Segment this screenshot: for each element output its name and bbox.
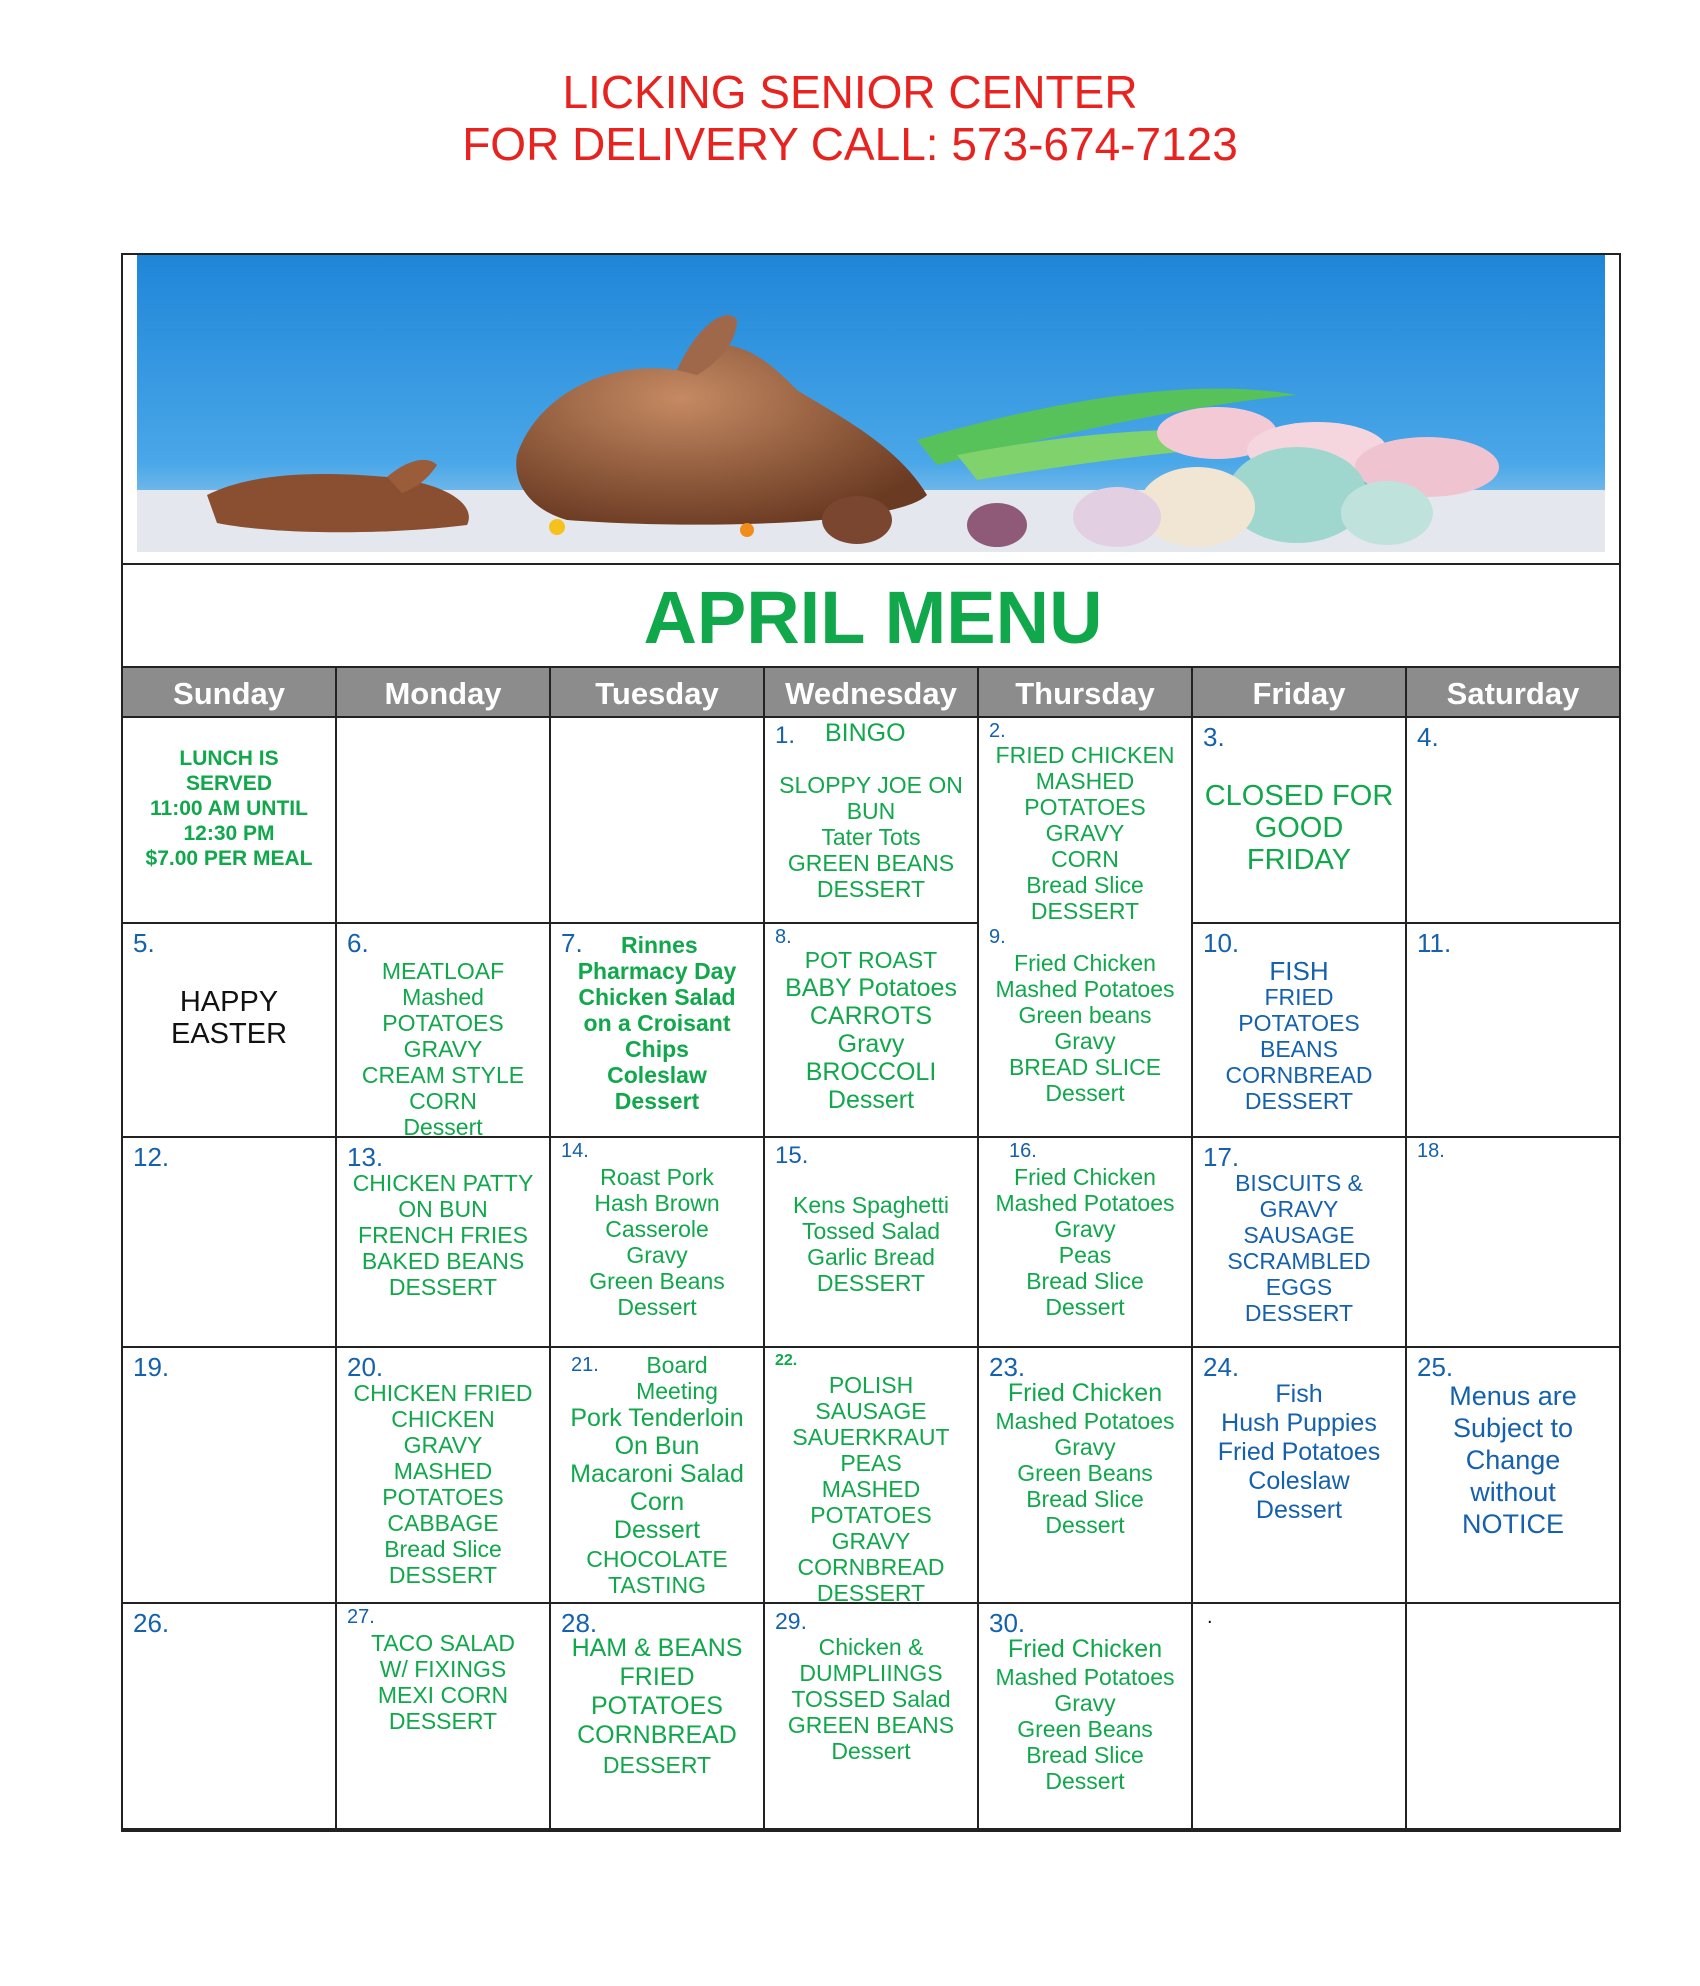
cell-line: FRIED CHICKEN xyxy=(995,742,1175,768)
cell-line: CABBAGE xyxy=(387,1510,499,1536)
cell-line: POTATOES xyxy=(1238,1010,1360,1036)
cell-line: Dessert xyxy=(1045,1294,1125,1320)
easter-banner-image xyxy=(137,255,1605,552)
cell-line: FRIDAY xyxy=(1246,844,1352,876)
cell-april-6 xyxy=(335,924,549,1138)
cell-line: Bread Slice xyxy=(384,1536,502,1562)
cell-april-19 xyxy=(121,1348,335,1604)
cell-line: Pharmacy Day xyxy=(577,958,737,984)
date-number: 2. xyxy=(989,720,1006,742)
cell-line: Chicken Salad xyxy=(578,984,736,1010)
date-number: 28. xyxy=(561,1608,598,1638)
date-number: 15. xyxy=(775,1142,809,1169)
cell-line: DESSERT xyxy=(602,1752,712,1778)
cell-line: Bread Slice xyxy=(1026,872,1144,898)
cell-line: Mashed Potatoes xyxy=(995,1664,1175,1690)
date-number: 12. xyxy=(133,1142,170,1172)
cell-line: DESSERT xyxy=(816,1270,926,1296)
cell-april-14 xyxy=(549,1138,763,1348)
cell-line: GRAVY xyxy=(1259,1196,1339,1222)
cell-april-3 xyxy=(1191,718,1405,924)
cell-line: Gravy xyxy=(1054,1434,1116,1460)
cell-line: GRAVY xyxy=(1045,820,1125,846)
cell-line: POTATOES xyxy=(1024,794,1146,820)
cell-line: 12:30 PM xyxy=(183,822,275,845)
cell-line: GRAVY xyxy=(403,1432,483,1458)
cell-april-13 xyxy=(335,1138,549,1348)
cell-line: Fried Chicken xyxy=(1014,1164,1156,1190)
date-number: 24. xyxy=(1203,1352,1240,1382)
cell-line: DESSERT xyxy=(1244,1300,1354,1326)
cell-line: GRAVY xyxy=(831,1528,911,1554)
cell-line: $7.00 PER MEAL xyxy=(145,847,313,870)
cell-april-28 xyxy=(549,1604,763,1832)
cell-april-7 xyxy=(549,924,763,1138)
cell-line: BAKED BEANS xyxy=(361,1248,525,1274)
cell-line: DESSERT xyxy=(816,876,926,902)
cell-line: Tossed Salad xyxy=(801,1218,941,1244)
date-number: 26. xyxy=(133,1608,170,1638)
cell-april-4 xyxy=(1405,718,1621,924)
cell-line: Chips xyxy=(625,1036,689,1062)
cell-line: Mashed Potatoes xyxy=(995,1190,1175,1216)
date-number: 17. xyxy=(1203,1142,1240,1172)
cell-line: POLISH xyxy=(828,1372,914,1398)
cell-line: Green Beans xyxy=(1017,1460,1153,1486)
cell-line: Coleslaw xyxy=(1248,1467,1350,1495)
cell-april-26 xyxy=(121,1604,335,1832)
cell-line: TACO SALAD xyxy=(371,1630,515,1656)
cell-line: GREEN BEANS xyxy=(787,850,955,876)
cell-line: CHOCOLATE xyxy=(586,1546,728,1572)
event-title: BINGO xyxy=(825,719,906,747)
cell-line: Board xyxy=(646,1352,708,1378)
cell-line: Mashed xyxy=(402,984,484,1010)
date-number: 7. xyxy=(561,928,583,958)
date-number: 3. xyxy=(1203,722,1225,752)
delivery-phone: FOR DELIVERY CALL: 573-674-7123 xyxy=(462,118,1238,170)
menu-title: APRIL MENU xyxy=(643,576,1103,659)
date-number: 9. xyxy=(989,926,1006,948)
cell-line: Roast Pork xyxy=(600,1164,714,1190)
date-number: 16. xyxy=(1009,1140,1037,1162)
cell-line: Hash Brown xyxy=(594,1190,720,1216)
cell-line: SCRAMBLED xyxy=(1227,1248,1371,1274)
cell-line: Bread Slice xyxy=(1026,1268,1144,1294)
cell-line: Subject to xyxy=(1452,1413,1574,1443)
cell-line: Fried Potatoes xyxy=(1217,1438,1381,1466)
cell-line: SAUSAGE xyxy=(815,1398,927,1424)
cell-line: BROCCOLI xyxy=(805,1058,937,1086)
cell-line: HAPPY xyxy=(179,986,279,1018)
cell-line: DESSERT xyxy=(1030,898,1140,924)
cell-line: Gravy xyxy=(626,1242,688,1268)
cell-line: Green Beans xyxy=(1017,1716,1153,1742)
day-thursday: Thursday xyxy=(977,666,1191,718)
cell-line: Green beans xyxy=(1018,1002,1152,1028)
cell-april-30 xyxy=(977,1604,1191,1832)
cell-line: POTATOES xyxy=(382,1010,504,1036)
cell-line: CLOSED FOR xyxy=(1204,780,1394,812)
calendar-frame xyxy=(121,253,1621,1830)
cell-line: DESSERT xyxy=(388,1274,498,1300)
date-number: 20. xyxy=(347,1352,384,1382)
cell-line: Bread Slice xyxy=(1026,1486,1144,1512)
cell-line: FRENCH FRIES xyxy=(358,1222,528,1248)
date-number: 18. xyxy=(1417,1140,1445,1162)
day-sunday: Sunday xyxy=(121,666,335,718)
cell-april-9 xyxy=(977,924,1191,1138)
cell-line: Green Beans xyxy=(589,1268,725,1294)
cell-line: DESSERT xyxy=(388,1708,498,1734)
cell-line: Garlic Bread xyxy=(807,1244,935,1270)
date-number: 5. xyxy=(133,928,155,958)
date-number: 1. xyxy=(775,722,796,749)
cell-april-29 xyxy=(763,1604,977,1832)
banner-divider xyxy=(123,563,1619,565)
cell-line: MASHED xyxy=(393,1458,493,1484)
cell-line: CARROTS xyxy=(809,1002,933,1030)
cell-line: DUMPLIINGS xyxy=(799,1660,943,1686)
cell-line: Fried Chicken xyxy=(1014,950,1156,976)
cell-line: BISCUITS & xyxy=(1235,1170,1363,1196)
cell-line: CORNBREAD xyxy=(1225,1062,1373,1088)
day-wednesday: Wednesday xyxy=(763,666,977,718)
cell-line: Mashed Potatoes xyxy=(995,976,1175,1002)
cell-line: EGGS xyxy=(1265,1274,1333,1300)
cell-line: POT ROAST xyxy=(804,947,938,973)
cell-line: LUNCH IS xyxy=(179,747,279,770)
date-number: 25. xyxy=(1417,1352,1454,1382)
cell-line: SAUERKRAUT xyxy=(792,1424,950,1450)
cell-line: POTATOES xyxy=(810,1502,932,1528)
cell-line: Fish xyxy=(1275,1380,1323,1408)
cell-line: Chicken & xyxy=(818,1634,924,1660)
cell-empty xyxy=(1405,1604,1621,1832)
cell-line: Coleslaw xyxy=(607,1062,707,1088)
date-number: 23. xyxy=(989,1352,1026,1382)
date-number: 14. xyxy=(561,1140,589,1162)
date-number: 19. xyxy=(133,1352,170,1382)
date-number: 11. xyxy=(1417,928,1452,958)
cell-line: Dessert xyxy=(1045,1512,1125,1538)
cell-line: MASHED xyxy=(1035,768,1135,794)
cell-line: Corn xyxy=(629,1488,685,1516)
cell-line: TOSSED Salad xyxy=(791,1686,951,1712)
day-monday: Monday xyxy=(335,666,549,718)
cell-april-17 xyxy=(1191,1138,1405,1348)
cell-line: DESSERT xyxy=(816,1580,926,1606)
date-number: 6. xyxy=(347,928,369,958)
cell-line: CORN xyxy=(1051,846,1119,872)
cell-line: Dessert xyxy=(831,1738,911,1764)
cell-line: DESSERT xyxy=(1244,1088,1354,1114)
cell-line: Dessert xyxy=(614,1088,700,1114)
cell-line: FRIED xyxy=(619,1663,695,1691)
center-name: LICKING SENIOR CENTER xyxy=(562,66,1138,118)
cell-line: Gravy xyxy=(837,1030,905,1058)
cell-line: SAUSAGE xyxy=(1243,1222,1355,1248)
cell-line: MASHED xyxy=(821,1476,921,1502)
cell-april-16 xyxy=(977,1138,1191,1348)
cell-line: Casserole xyxy=(605,1216,709,1242)
date-number: 21. xyxy=(571,1354,599,1376)
cell-line: ON BUN xyxy=(398,1196,488,1222)
date-number: 29. xyxy=(775,1608,807,1634)
weekday-header-row xyxy=(121,666,1621,718)
calendar-grid xyxy=(121,666,1621,1832)
cell-line: Gravy xyxy=(1054,1216,1116,1242)
cell-line: MEATLOAF xyxy=(381,958,505,984)
cell-line: Tater Tots xyxy=(821,824,921,850)
cell-line: CHICKEN PATTY xyxy=(352,1170,534,1196)
cell-empty xyxy=(1191,1604,1405,1832)
cell-line: SLOPPY JOE ON xyxy=(779,772,963,798)
day-saturday: Saturday xyxy=(1405,666,1621,718)
cell-line: Dessert xyxy=(827,1086,915,1114)
cell-line: Gravy xyxy=(1054,1028,1116,1054)
date-number: 27. xyxy=(347,1606,375,1628)
day-tuesday: Tuesday xyxy=(549,666,763,718)
cell-line: BABY Potatoes xyxy=(785,974,957,1002)
cell-line: CHICKEN xyxy=(391,1406,495,1432)
cell-april-11 xyxy=(1405,924,1621,1138)
cell-line: Dessert xyxy=(1255,1496,1343,1524)
event-title: Rinnes xyxy=(621,932,698,958)
cell-april-12 xyxy=(121,1138,335,1348)
cell-line: CREAM STYLE xyxy=(361,1062,525,1088)
date-number: . xyxy=(1207,1606,1213,1628)
cell-line: Dessert xyxy=(1045,1080,1125,1106)
cell-line: CORNBREAD xyxy=(577,1721,737,1749)
cell-line: Gravy xyxy=(1054,1690,1116,1716)
cell-line: Menus are xyxy=(1449,1381,1577,1411)
cell-april-5 xyxy=(121,924,335,1138)
cell-line: Macaroni Salad xyxy=(570,1460,744,1488)
cell-april-15 xyxy=(763,1138,977,1348)
cell-line: Mashed Potatoes xyxy=(995,1408,1175,1434)
cell-april-20 xyxy=(335,1348,549,1604)
cell-line: GRAVY xyxy=(403,1036,483,1062)
cell-line: GREEN BEANS xyxy=(787,1712,955,1738)
cell-line: Dessert xyxy=(403,1114,483,1140)
cell-line: GOOD xyxy=(1254,812,1344,844)
cell-april-24 xyxy=(1191,1348,1405,1604)
cell-april-1 xyxy=(763,718,977,924)
cell-line: NOTICE xyxy=(1461,1509,1564,1539)
date-number: 8. xyxy=(775,926,792,948)
cell-line: without xyxy=(1470,1477,1556,1507)
cell-line: BUN xyxy=(846,798,896,824)
cell-line: POTATOES xyxy=(591,1692,723,1720)
cell-line: Hush Puppies xyxy=(1221,1409,1377,1437)
cell-line: HAM & BEANS xyxy=(571,1634,743,1662)
cell-april-27 xyxy=(335,1604,549,1832)
cell-line: CHICKEN FRIED xyxy=(353,1380,533,1406)
date-number: 10. xyxy=(1203,928,1240,958)
cell-line: Dessert xyxy=(613,1516,701,1544)
cell-line: EASTER xyxy=(170,1018,288,1050)
cell-line: Pork Tenderloin xyxy=(570,1404,744,1432)
cell-line: TASTING xyxy=(608,1572,706,1598)
cell-april-25 xyxy=(1405,1348,1621,1604)
cell-line: SERVED xyxy=(186,772,272,795)
cell-line: W/ FIXINGS xyxy=(379,1656,507,1682)
cell-line: On Bun xyxy=(614,1432,700,1460)
cell-line: Peas xyxy=(1058,1242,1112,1268)
cell-line: BREAD SLICE xyxy=(1008,1054,1162,1080)
cell-line: CORNBREAD xyxy=(797,1554,945,1580)
cell-line: Dessert xyxy=(1045,1768,1125,1794)
date-number: 22. xyxy=(775,1352,798,1369)
cell-april-2 xyxy=(977,718,1191,924)
cell-line: BEANS xyxy=(1260,1036,1338,1062)
cell-line: MEXI CORN xyxy=(377,1682,509,1708)
cell-line: Meeting xyxy=(636,1378,718,1404)
cell-line: 11:00 AM UNTIL xyxy=(150,797,308,820)
cell-line: PEAS xyxy=(840,1450,902,1476)
cell-line: FISH xyxy=(1269,956,1329,986)
cell-sunday-lunch-info xyxy=(121,718,335,924)
cell-line: Fried Chicken xyxy=(1007,1635,1163,1663)
cell-april-23 xyxy=(977,1348,1191,1604)
cell-line: on a Croisant xyxy=(583,1010,731,1036)
date-number: 13. xyxy=(347,1142,384,1172)
cell-line: Change xyxy=(1465,1445,1561,1475)
day-friday: Friday xyxy=(1191,666,1405,718)
cell-line: FRIED xyxy=(1264,984,1334,1010)
cell-april-18 xyxy=(1405,1138,1621,1348)
cell-line: Bread Slice xyxy=(1026,1742,1144,1768)
cell-empty xyxy=(549,718,763,924)
cell-empty xyxy=(335,718,549,924)
date-number: 4. xyxy=(1417,722,1439,752)
cell-line: CORN xyxy=(409,1088,477,1114)
date-number: 30. xyxy=(989,1608,1026,1638)
cell-april-10 xyxy=(1191,924,1405,1138)
cell-line: DESSERT xyxy=(388,1562,498,1588)
cell-april-21 xyxy=(549,1348,763,1604)
cell-line: Dessert xyxy=(617,1294,697,1320)
cell-line: Fried Chicken xyxy=(1007,1379,1163,1407)
cell-april-8 xyxy=(763,924,977,1138)
cell-line: POTATOES xyxy=(382,1484,504,1510)
cell-april-22 xyxy=(763,1348,977,1604)
cell-line: Kens Spaghetti xyxy=(792,1192,949,1218)
